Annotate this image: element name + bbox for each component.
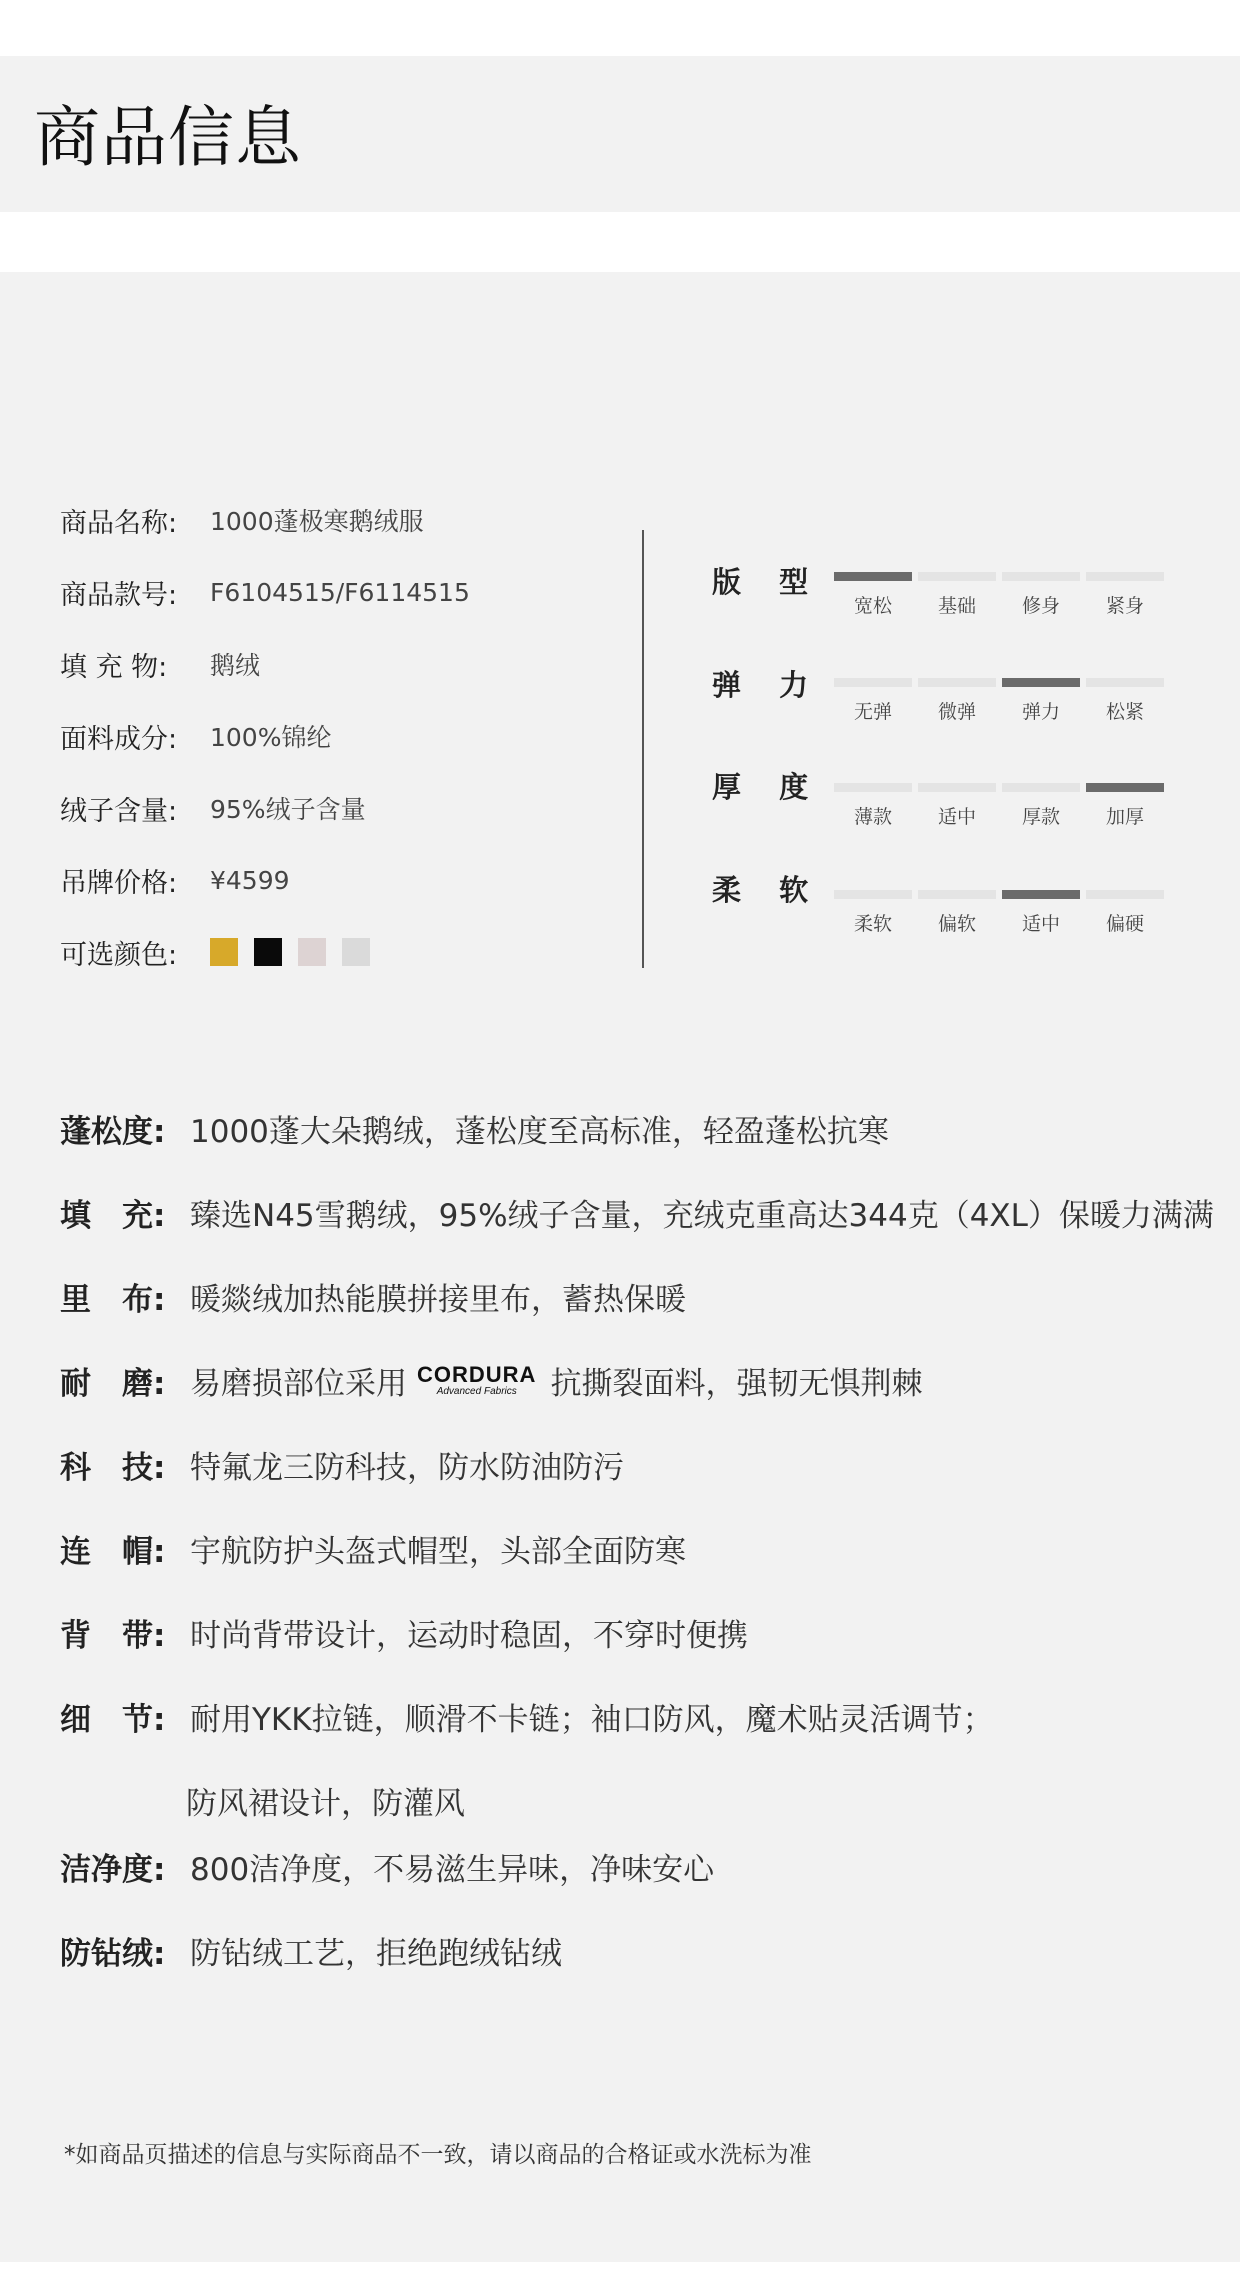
cordura-logo-subtitle: Advanced Fabrics — [436, 1386, 517, 1397]
feature-cleanliness — [60, 1844, 714, 1889]
scale-thickness — [834, 783, 1164, 829]
scale-option-label: 紧身 — [1105, 595, 1144, 617]
feature-text: 特氟龙三防科技，防水防油防污 — [190, 1450, 624, 1486]
scale-option — [834, 783, 912, 829]
feature-label: 蓬松度: — [60, 1114, 166, 1150]
color-swatch[interactable] — [254, 938, 282, 966]
scale-bar — [918, 783, 996, 792]
scale-option — [1086, 890, 1164, 936]
disclaimer-footnote: *如商品页描述的信息与实际商品不一致，请以商品的合格证或水洗标为准 — [64, 2142, 812, 2168]
scale-bar — [918, 678, 996, 687]
cordura-logo — [417, 1364, 536, 1397]
attr-label: 面料成分: — [60, 723, 178, 755]
scale-option — [1002, 890, 1080, 936]
attr-row-down-content — [60, 788, 366, 828]
scale-option — [918, 890, 996, 936]
feature-details — [60, 1694, 994, 1739]
scale-softness — [834, 890, 1164, 936]
attr-row-colors — [60, 932, 386, 972]
feature-label: 背 带: — [60, 1618, 166, 1654]
feature-lining — [60, 1274, 686, 1319]
feature-text: 1000蓬大朵鹅绒，蓬松度至高标准，轻盈蓬松抗寒 — [190, 1114, 889, 1150]
feature-straps — [60, 1610, 748, 1655]
scale-option-label: 适中 — [937, 806, 976, 828]
attr-label: 吊牌价格: — [60, 867, 178, 899]
scale-bar — [1002, 783, 1080, 792]
scale-option-label: 基础 — [937, 595, 976, 617]
feature-label: 洁净度: — [60, 1852, 166, 1888]
feature-text: 防钻绒工艺，拒绝跑绒钻绒 — [190, 1936, 562, 1972]
feature-durability — [60, 1358, 922, 1403]
feature-text: 800洁净度，不易滋生异味，净味安心 — [190, 1852, 715, 1888]
scale-option — [918, 572, 996, 618]
scale-bar — [1086, 572, 1164, 581]
scale-option — [834, 678, 912, 724]
scale-option — [1002, 572, 1080, 618]
column-divider — [642, 530, 644, 968]
scale-label-thickness: 厚 度 — [712, 770, 823, 804]
scale-bar — [918, 890, 996, 899]
scale-option — [918, 783, 996, 829]
scale-option — [834, 890, 912, 936]
scale-option — [1086, 678, 1164, 724]
attr-label: 绒子含量: — [60, 795, 178, 827]
scale-fit — [834, 572, 1164, 618]
scale-bar — [834, 678, 912, 687]
feature-label: 连 帽: — [60, 1534, 166, 1570]
scale-option — [1002, 783, 1080, 829]
scale-option-label: 修身 — [1021, 595, 1060, 617]
attr-value: 1000蓬极寒鹅绒服 — [210, 507, 424, 536]
feature-text: 抗撕裂面料，强韧无惧荆棘 — [550, 1366, 923, 1402]
scale-bar-selected — [1002, 678, 1080, 687]
feature-label: 科 技: — [60, 1450, 166, 1486]
scale-option-label: 松紧 — [1105, 701, 1144, 723]
scale-option-label: 厚款 — [1021, 806, 1060, 828]
feature-label: 填 充: — [60, 1198, 166, 1234]
attr-value: 95%绒子含量 — [210, 795, 366, 824]
feature-text: 时尚背带设计，运动时稳固，不穿时便携 — [190, 1618, 748, 1654]
feature-text: 易磨损部位采用 — [190, 1366, 407, 1402]
scale-option — [918, 678, 996, 724]
scale-label-elasticity: 弹 力 — [712, 668, 823, 702]
color-swatch[interactable] — [342, 938, 370, 966]
feature-details-continuation: 防风裙设计，防灌风 — [186, 1786, 465, 1822]
attr-label: 商品名称: — [60, 507, 178, 539]
color-swatch[interactable] — [298, 938, 326, 966]
feature-label: 防钻绒: — [60, 1936, 166, 1972]
attr-row-name — [60, 500, 424, 540]
attr-row-filling — [60, 644, 260, 684]
scale-option-label: 偏软 — [937, 913, 976, 935]
attr-value: F6104515/F6114515 — [210, 577, 470, 607]
scale-bar — [1002, 572, 1080, 581]
scale-option-label: 弹力 — [1021, 701, 1060, 723]
feature-text: 耐用YKK拉链，顺滑不卡链；袖口防风，魔术贴灵活调节； — [190, 1702, 994, 1738]
scale-bar — [1086, 890, 1164, 899]
scale-option-label: 宽松 — [853, 595, 892, 617]
attr-value: 鹅绒 — [210, 651, 261, 680]
feature-text: 臻选N45雪鹅绒，95%绒子含量，充绒克重高达344克（4XL）保暖力满满 — [190, 1198, 1214, 1234]
attr-label: 可选颜色: — [60, 939, 178, 971]
scale-option — [834, 572, 912, 618]
scale-bar-selected — [1002, 890, 1080, 899]
attr-label: 填 充 物: — [60, 651, 168, 683]
feature-filling — [60, 1190, 1214, 1235]
attr-value: ¥4599 — [210, 865, 290, 895]
feature-loft — [60, 1106, 889, 1151]
attr-label: 商品款号: — [60, 579, 178, 611]
scale-option-label: 薄款 — [853, 806, 892, 828]
feature-technology — [60, 1442, 624, 1487]
feature-hood — [60, 1526, 686, 1571]
scale-option-label: 微弹 — [937, 701, 976, 723]
color-swatch[interactable] — [210, 938, 238, 966]
scale-option-label: 加厚 — [1105, 806, 1144, 828]
scale-bar-selected — [1086, 783, 1164, 792]
attr-row-model — [60, 572, 470, 612]
scale-elasticity — [834, 678, 1164, 724]
attr-row-price — [60, 860, 290, 900]
feature-label: 耐 磨: — [60, 1366, 166, 1402]
attr-value: 100%锦纶 — [210, 723, 332, 752]
feature-label: 细 节: — [60, 1702, 166, 1738]
cordura-logo-word: CORDURA — [417, 1362, 537, 1387]
color-swatches — [210, 938, 386, 966]
scale-bar — [1086, 678, 1164, 687]
scale-option-label: 柔软 — [853, 913, 892, 935]
feature-text: 宇航防护头盔式帽型，头部全面防寒 — [190, 1534, 686, 1570]
scale-option-label: 无弹 — [853, 701, 892, 723]
scale-bar — [834, 890, 912, 899]
feature-label: 里 布: — [60, 1282, 166, 1318]
scale-option — [1002, 678, 1080, 724]
scale-option — [1086, 783, 1164, 829]
scale-bar — [918, 572, 996, 581]
scale-label-fit: 版 型 — [712, 565, 823, 599]
scale-label-softness: 柔 软 — [712, 873, 823, 907]
page-title: 商品信息 — [34, 99, 302, 176]
scale-option — [1086, 572, 1164, 618]
scale-bar — [834, 783, 912, 792]
scale-option-label: 偏硬 — [1105, 913, 1144, 935]
attr-row-fabric — [60, 716, 331, 756]
scale-option-label: 适中 — [1021, 913, 1060, 935]
feature-down-proof — [60, 1928, 562, 1973]
feature-text: 暖燚绒加热能膜拼接里布，蓄热保暖 — [190, 1282, 686, 1318]
scale-bar-selected — [834, 572, 912, 581]
